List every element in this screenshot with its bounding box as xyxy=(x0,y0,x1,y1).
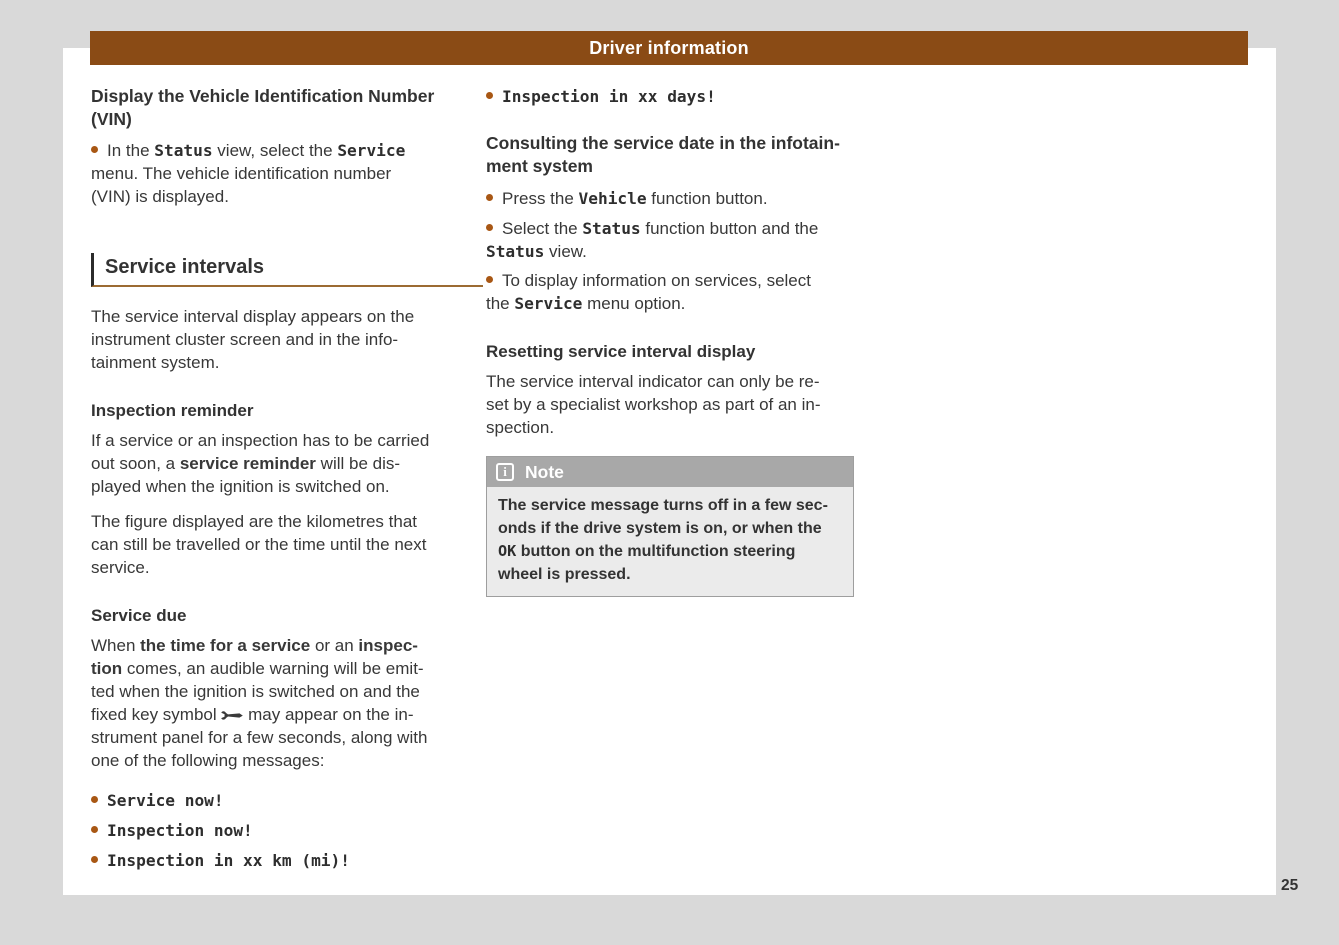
bullet-dot xyxy=(486,194,493,201)
note-title: Note xyxy=(525,461,564,482)
bullet-message-service-now: Service now! xyxy=(91,789,483,812)
bullet-dot xyxy=(91,856,98,863)
manual-page xyxy=(63,37,1276,895)
heading-consulting-service-date: Consulting the service date in the infotain- ment system xyxy=(486,133,840,176)
heading-resetting-service-interval: Resetting service interval display xyxy=(486,342,756,361)
section-heading-service-intervals xyxy=(91,253,483,287)
note-box xyxy=(486,456,854,597)
left-column xyxy=(91,48,483,872)
bullet-select-status: Select the Status function button and the Status view. xyxy=(486,219,819,261)
right-column xyxy=(486,48,878,597)
paragraph-inspection-1: If a service or an inspection has to be carried out soon, a service reminder will be dis- played when the ignition is switched on. xyxy=(91,431,430,496)
note-body: The service message turns off in a few sec- onds if the drive system is on, or when the OK button on the multifunction steering wheel is pressed. xyxy=(498,497,828,583)
bullet-dot xyxy=(91,796,98,803)
paragraph-service-due: When the time for a service or an inspec- tion comes, an audible warning will be emit- ted when the ignition is switched on and the fixed key symbol may appear on the in- strument panel for a few seconds, along with one of the following messages: xyxy=(91,636,428,770)
bullet-display-services: To display information on services, select the Service menu option. xyxy=(486,271,811,313)
bullet-dot xyxy=(91,826,98,833)
info-icon: i xyxy=(496,463,514,481)
section-title: Service intervals xyxy=(105,256,264,278)
bullet-message-inspection-days: Inspection in xx days! xyxy=(486,85,878,108)
paragraph-resetting: The service interval indicator can only be re- set by a specialist workshop as part of an in- spection. xyxy=(486,372,821,437)
bullet-press-vehicle: Press the Vehicle function button. xyxy=(486,187,878,210)
heading-service-due: Service due xyxy=(91,606,187,625)
heading-inspection-reminder: Inspection reminder xyxy=(91,401,254,420)
bullet-dot xyxy=(486,224,493,231)
bullet-message-inspection-now: Inspection now! xyxy=(91,819,483,842)
bullet-dot xyxy=(486,276,493,283)
bullet-vin-status: In the Status view, select the Service menu. The vehicle identification number (VIN) is displayed. xyxy=(91,141,406,206)
page-header-title: Driver information xyxy=(589,37,749,58)
paragraph-intro: The service interval display appears on the instrument cluster screen and in the info- tainment system. xyxy=(91,307,415,372)
bullet-message-inspection-km: Inspection in xx km (mi)! xyxy=(91,849,483,872)
bullet-dot xyxy=(91,146,98,153)
paragraph-inspection-2: The figure displayed are the kilometres that can still be travelled or the time until the next service. xyxy=(91,512,427,577)
bullet-dot xyxy=(486,92,493,99)
wrench-icon xyxy=(221,703,243,726)
note-header xyxy=(487,457,853,487)
page-number: 25 xyxy=(1281,877,1299,894)
heading-display-vin: Display the Vehicle Identification Number (VIN) xyxy=(91,86,435,129)
